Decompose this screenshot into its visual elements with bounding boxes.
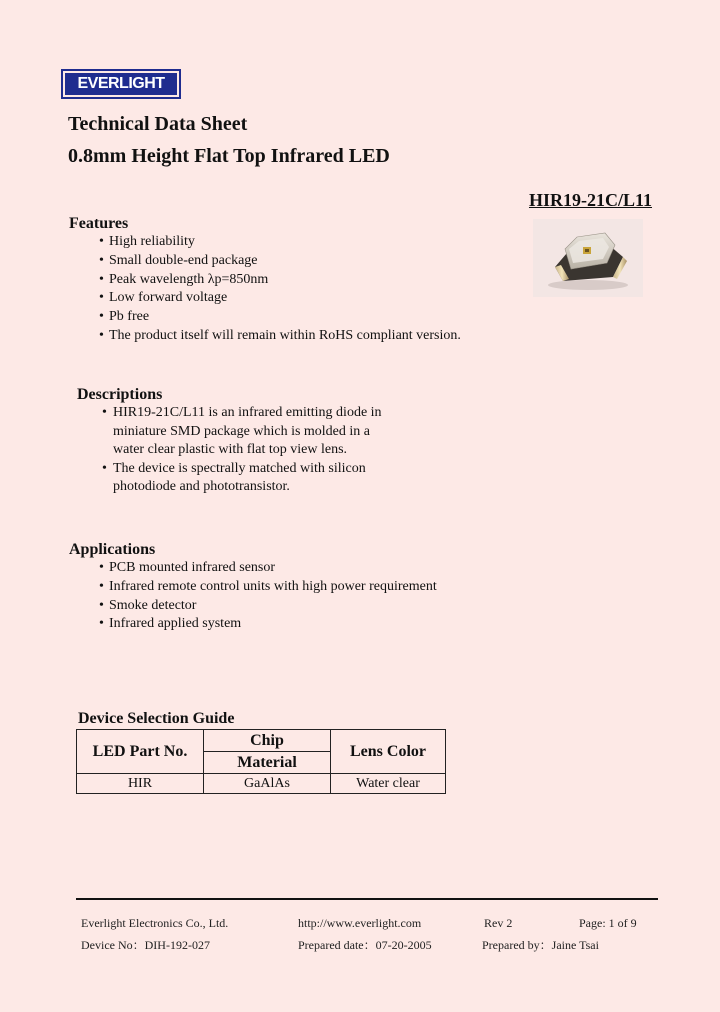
footer-page: Page: 1 of 9 (579, 916, 637, 930)
footer-company: Everlight Electronics Co., Ltd. (81, 916, 229, 930)
selection-guide-heading: Device Selection Guide (78, 710, 235, 727)
footer-url[interactable]: http://www.everlight.com (298, 916, 422, 930)
product-title: 0.8mm Height Flat Top Infrared LED (68, 145, 390, 167)
smd-led-illustration (533, 219, 643, 297)
list-item: • Pb free (99, 308, 461, 327)
col-material: Material (204, 752, 331, 774)
everlight-logo (61, 69, 181, 99)
applications-heading: Applications (69, 541, 156, 558)
list-item: • Small double-end package (99, 252, 461, 271)
list-item: • Smoke detector (99, 597, 437, 616)
list-item: • Infrared applied system (99, 615, 437, 634)
list-item: • Low forward voltage (99, 289, 461, 308)
list-item: • High reliability (99, 233, 461, 252)
descriptions-heading: Descriptions (77, 386, 163, 403)
logo-badge (65, 73, 177, 95)
cell-lens: Water clear (331, 774, 446, 794)
descriptions-list (102, 404, 403, 497)
footer-prepared-date: Prepared date：07-20-2005 (298, 938, 432, 952)
footer-prepared-by: Prepared by：Jaine Tsai (482, 938, 599, 952)
cell-material: GaAlAs (204, 774, 331, 794)
footer-divider (76, 898, 658, 900)
features-list (99, 233, 461, 346)
list-item: • Peak wavelength λp=850nm (99, 271, 461, 290)
list-item: • The product itself will remain within RoHS compliant version. (99, 327, 461, 346)
col-chip: Chip (204, 730, 331, 752)
list-item: • HIR19-21C/L11 is an infrared emitting diode in miniature SMD package which is molded in a water clear plastic with flat top view lens. (102, 404, 403, 460)
col-led-part-no: LED Part No. (77, 730, 204, 774)
list-item: • Infrared remote control units with high power requirement (99, 578, 437, 597)
col-lens-color: Lens Color (331, 730, 446, 774)
led-product-photo (533, 219, 643, 297)
part-number: HIR19-21C/L11 (528, 190, 652, 210)
applications-list (99, 559, 437, 634)
list-item: • The device is spectrally matched with silicon photodiode and phototransistor. (102, 460, 403, 497)
cell-part: HIR (77, 774, 204, 794)
logo-text: EVERLIGHT (77, 75, 165, 92)
doc-title: Technical Data Sheet (68, 113, 248, 135)
selection-guide-table (76, 729, 446, 794)
footer-device-no: Device No：DIH-192-027 (81, 938, 210, 952)
footer-rev: Rev 2 (484, 916, 513, 930)
list-item: • PCB mounted infrared sensor (99, 559, 437, 578)
features-heading: Features (69, 215, 129, 232)
